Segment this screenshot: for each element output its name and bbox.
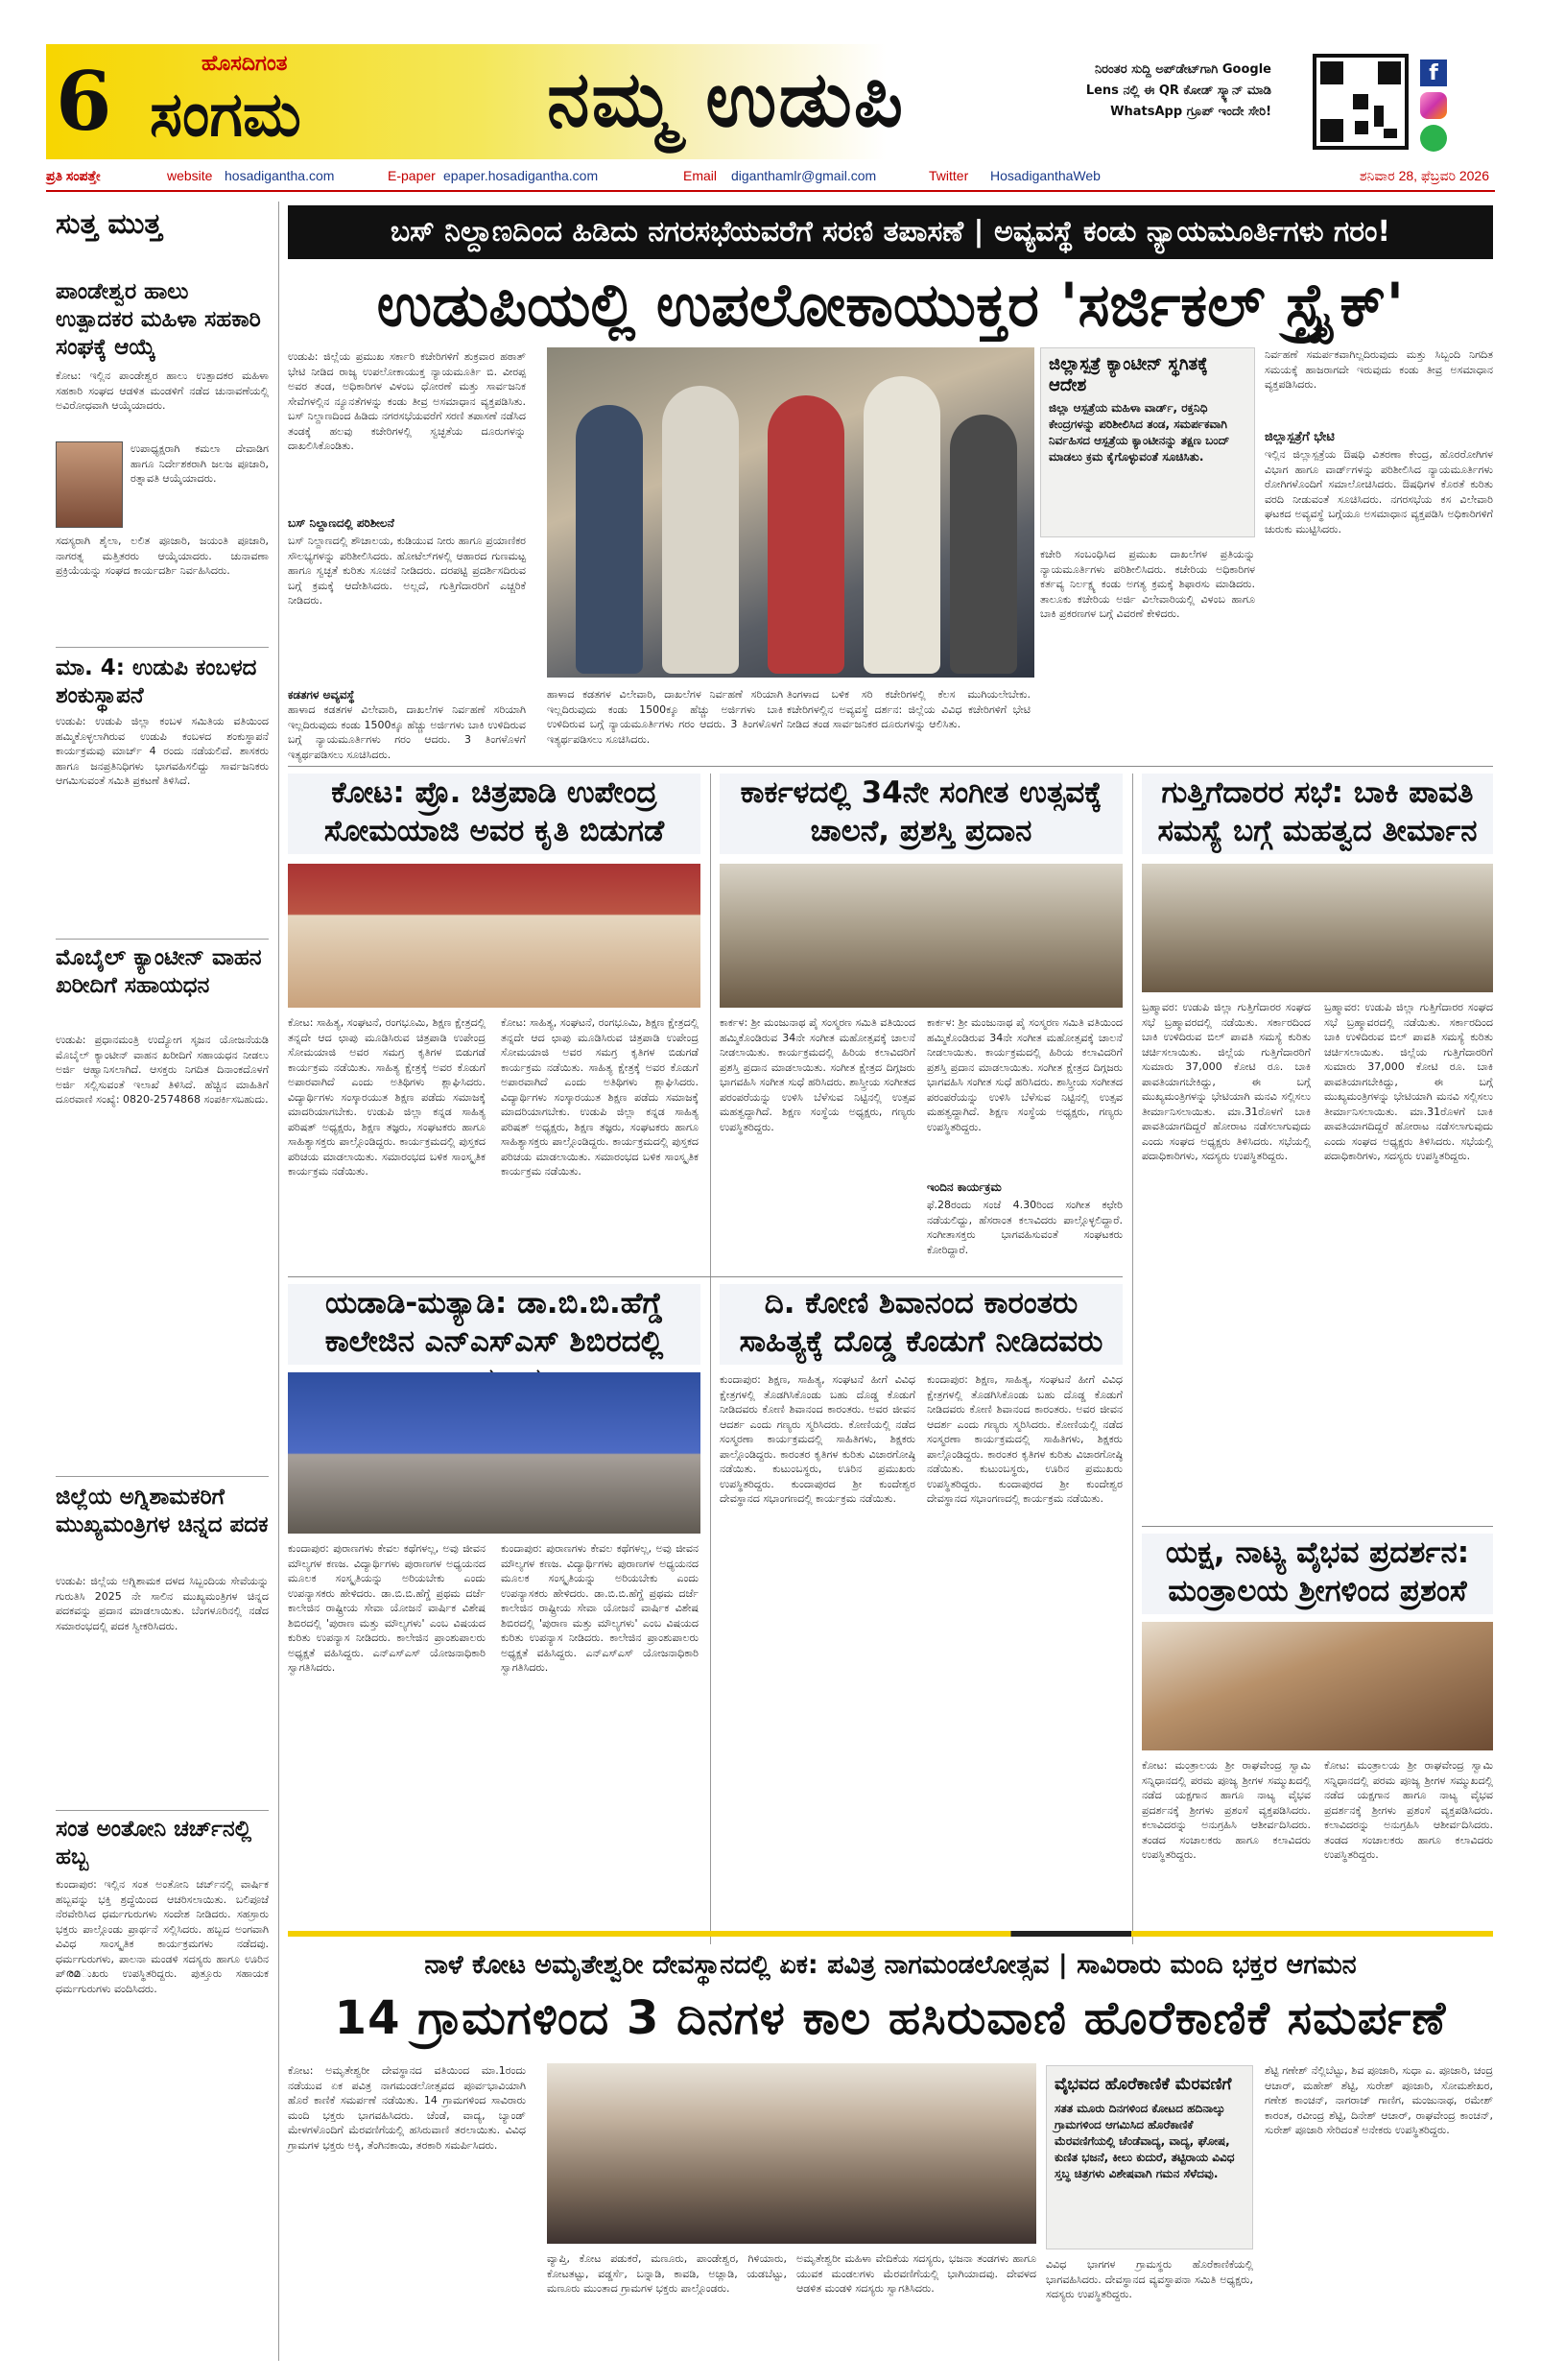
story-body-cont: ಕುಂದಾಪುರ: ಶಿಕ್ಷಣ, ಸಾಹಿತ್ಯ, ಸಂಘಟನೆ ಹೀಗೆ ವಿವಿಧ ಕ್ಷೇತ್ರಗಳಲ್ಲಿ ತೊಡಗಿಸಿಕೊಂಡು ಬಹು ದೊಡ್ಡ ಕೊಡುಗೆ ನೀಡಿದವರು ಕೋಣಿ ಶಿವಾನಂದ ಕಾರಂತರು. ಅವರ ಜೀವನ ಆದರ್ಶ ಎಂದು ಗಣ್ಯರು ಸ್ಮರಿಸಿದರು. ಕೋಣಿಯಲ್ಲಿ ನಡೆದ ಸಂಸ್ಮರಣಾ ಕಾರ್ಯಕ್ರಮದಲ್ಲಿ ಸಾಹಿತಿಗಳು, ಶಿಕ್ಷಕರು ಪಾಲ್ಗೊಂಡಿದ್ದರು. ಕಾರಂತರ ಕೃತಿಗಳ ಕುರಿತು ವಿಚಾರಗೋಷ್ಠಿ ನಡೆಯಿತು. ಕುಟುಂಬಸ್ಥರು, ಊರಿನ ಪ್ರಮುಖರು ಉಪಸ್ಥಿತರಿದ್ದರು. ಕುಂದಾಪುರದ ಶ್ರೀ ಕುಂದೇಶ್ವರ ದೇವಸ್ಥಾನದ ಸಭಾಂಗಣದಲ್ಲಿ ಕಾರ್ಯಕ್ರಮ ನಡೆಯಿತು. — [927, 1373, 1123, 1505]
story-headline[interactable]: ಯಕ್ಷ, ನಾಟ್ಯ ವೈಭವ ಪ್ರದರ್ಶನ: ಮಂತ್ರಾಲಯ ಶ್ರೀಗಳಿಂದ ಪ್ರಶಂಸೆ — [1142, 1534, 1493, 1614]
sidebar-divider — [278, 202, 279, 2361]
story-photo — [1142, 1622, 1493, 1750]
sidebar-story-body: ಕೋಟ: ಇಲ್ಲಿನ ಪಾಂಡೇಶ್ವರ ಹಾಲು ಉತ್ಪಾದಕರ ಮಹಿಳಾ ಸಹಕಾರಿ ಸಂಘದ ಆಡಳಿತ ಮಂಡಳಿಗೆ ನಡೆದ ಚುನಾವಣೆಯಲ್ಲಿ ಅವಿರೋಧವಾಗಿ ಆಯ್ಕೆಯಾದರು. — [56, 369, 269, 412]
sidebar-story-title[interactable]: ಸಂತ ಅಂತೋನಿ ಚರ್ಚ್‌ನಲ್ಲಿ ಹಬ್ಬ — [56, 1817, 252, 1869]
main-story-col1b: ಬಸ್ ನಿಲ್ದಾಣದಲ್ಲಿ ಶೌಚಾಲಯ, ಕುಡಿಯುವ ನೀರು ಹಾಗೂ ಪ್ರಯಾಣಿಕರ ಸೌಲಭ್ಯಗಳನ್ನು ಪರಿಶೀಲಿಸಿದರು. ಹೋಟೆಲ್‌ಗಳಲ್ಲಿ ಆಹಾರದ ಗುಣಮಟ್ಟ ಹಾಗೂ ಸ್ವಚ್ಛತೆ ಕುರಿತು ಸೂಚನೆ ನೀಡಿದರು. ದರಪಟ್ಟಿ ಪ್ರದರ್ಶಿಸದಿರುವ ಬಗ್ಗೆ ಕ್ರಮಕ್ಕೆ ಆದೇಶಿಸಿದರು. ಅಲ್ಲದೆ, ಗುತ್ತಿಗೆದಾರರಿಗೆ ಎಚ್ಚರಿಕೆ ನೀಡಿದರು. — [288, 535, 526, 607]
main-story-col2: ಹಾಳಾದ ಕಡತಗಳ ವಿಲೇವಾರಿ, ದಾಖಲೆಗಳ ನಿರ್ವಹಣೆ ಸರಿಯಾಗಿ ಇಲ್ಲದಿರುವುದು ಕಂಡು 1500ಕ್ಕೂ ಹೆಚ್ಚು ಅರ್ಜಿಗಳು ಬಾಕಿ ಉಳಿದಿರುವ ಬಗ್ಗೆ ನ್ಯಾಯಮೂರ್ತಿಗಳು ಗರಂ ಆದರು. 3 ತಿಂಗಳೊಳಗೆ ಇತ್ಯರ್ಥಪಡಿಸಲು ಸೂಚಿಸಿದರು. — [288, 703, 526, 761]
story-body: ಕುಂದಾಪುರ: ಶಿಕ್ಷಣ, ಸಾಹಿತ್ಯ, ಸಂಘಟನೆ ಹೀಗೆ ವಿವಿಧ ಕ್ಷೇತ್ರಗಳಲ್ಲಿ ತೊಡಗಿಸಿಕೊಂಡು ಬಹು ದೊಡ್ಡ ಕೊಡುಗೆ ನೀಡಿದವರು ಕೋಣಿ ಶಿವಾನಂದ ಕಾರಂತರು. ಅವರ ಜೀವನ ಆದರ್ಶ ಎಂದು ಗಣ್ಯರು ಸ್ಮರಿಸಿದರು. ಕೋಣಿಯಲ್ಲಿ ನಡೆದ ಸಂಸ್ಮರಣಾ ಕಾರ್ಯಕ್ರಮದಲ್ಲಿ ಸಾಹಿತಿಗಳು, ಶಿಕ್ಷಕರು ಪಾಲ್ಗೊಂಡಿದ್ದರು. ಕಾರಂತರ ಕೃತಿಗಳ ಕುರಿತು ವಿಚಾರಗೋಷ್ಠಿ ನಡೆಯಿತು. ಕುಟುಂಬಸ್ಥರು, ಊರಿನ ಪ್ರಮುಖರು ಉಪಸ್ಥಿತರಿದ್ದರು. ಕುಂದಾಪುರದ ಶ್ರೀ ಕುಂದೇಶ್ವರ ದೇವಸ್ಥಾನದ ಸಭಾಂಗಣದಲ್ಲಿ ಕಾರ್ಯಕ್ರಮ ನಡೆಯಿತು. — [720, 1373, 915, 1505]
main-subhead: ಕಡತಗಳ ಅವ್ಯವಸ್ಥೆ — [288, 688, 355, 702]
website-link[interactable]: hosadigantha.com — [225, 168, 335, 183]
twitter-label: Twitter — [929, 168, 969, 183]
paper-name: ಹೊಸದಿಗಂತ — [202, 52, 288, 76]
sidebar-story-body: ಕುಂದಾಪುರ: ಇಲ್ಲಿನ ಸಂತ ಅಂತೋನಿ ಚರ್ಚ್‌ನಲ್ಲಿ ವಾರ್ಷಿಕ ಹಬ್ಬವನ್ನು ಭಕ್ತಿ ಶ್ರದ್ಧೆಯಿಂದ ಆಚರಿಸಲಾಯಿತು. ಬಲಿಪೂಜೆ ನೆರವೇರಿಸಿದ ಧರ್ಮಗುರುಗಳು ಸಂದೇಶ ನೀಡಿದರು. ಸಹಸ್ರಾರು ಭಕ್ತರು ಪಾಲ್ಗೊಂಡು ಪ್ರಾರ್ಥನೆ ಸಲ್ಲಿಸಿದರು. ಹಬ್ಬದ ಅಂಗವಾಗಿ ವಿವಿಧ ಸಾಂಸ್ಕೃತಿಕ ಕಾರ್ಯಕ್ರಮಗಳು ನಡೆದವು. ಧರ್ಮಗುರುಗಳು, ಪಾಲನಾ ಮಂಡಳಿ ಸದಸ್ಯರು ಹಾಗೂ ಊರಿನ ಪ್രമುಖರು ಉಪಸ್ಥಿತರಿದ್ದರು. ಪುತ್ತೂರು ಸಹಾಯಕ ಧರ್ಮಗುರುಗಳು ವಂದಿಸಿದರು. — [56, 1878, 269, 1995]
canteen-info-box — [1040, 347, 1255, 537]
story-body: ಬ್ರಹ್ಮಾವರ: ಉಡುಪಿ ಜಿಲ್ಲಾ ಗುತ್ತಿಗೆದಾರರ ಸಂಘದ ಸಭೆ ಬ್ರಹ್ಮಾವರದಲ್ಲಿ ನಡೆಯಿತು. ಸರ್ಕಾರದಿಂದ ಬಾಕಿ ಉಳಿದಿರುವ ಬಿಲ್ ಪಾವತಿ ಸಮಸ್ಯೆ ಕುರಿತು ಚರ್ಚಿಸಲಾಯಿತು. ಜಿಲ್ಲೆಯ ಗುತ್ತಿಗೆದಾರರಿಗೆ ಸುಮಾರು 37,000 ಕೋಟಿ ರೂ. ಬಾಕಿ ಪಾವತಿಯಾಗಬೇಕಿದ್ದು, ಈ ಬಗ್ಗೆ ಮುಖ್ಯಮಂತ್ರಿಗಳನ್ನು ಭೇಟಿಯಾಗಿ ಮನವಿ ಸಲ್ಲಿಸಲು ತೀರ್ಮಾನಿಸಲಾಯಿತು. ಮಾ.31ರೊಳಗೆ ಬಾಕಿ ಪಾವತಿಯಾಗದಿದ್ದರೆ ಹೋರಾಟ ನಡೆಸಲಾಗುವುದು ಎಂದು ಸಂಘದ ಅಧ್ಯಕ್ಷರು ತಿಳಿಸಿದರು. ಸಭೆಯಲ್ಲಿ ಪದಾಧಿಕಾರಿಗಳು, ಸದಸ್ಯರು ಉಪಸ್ಥಿತರಿದ್ದರು. — [1142, 1001, 1311, 1162]
main-headline[interactable]: ಉಡುಪಿಯಲ್ಲಿ ಉಪಲೋಕಾಯುಕ್ತರ 'ಸರ್ಜಿಕಲ್ ಸ್ಟ್ರೈಕ್' — [376, 270, 1405, 340]
divider — [56, 647, 269, 648]
twitter-link[interactable]: HosadiganthaWeb — [990, 168, 1101, 183]
story-headline[interactable]: ಯಡಾಡಿ-ಮತ್ಯಾಡಿ: ಡಾ.ಬಿ.ಬಿ.ಹೆಗ್ಡೆ ಕಾಲೇಜಿನ ಎನ್ಎಸ್ಎಸ್ ಶಿಬಿರದಲ್ಲಿ — [288, 1284, 700, 1365]
tagline: ಪ್ರತಿ ಸಂಪತ್ತೇ — [46, 168, 101, 183]
divider — [288, 766, 1493, 767]
issue-date: ಶನಿವಾರ 28, ಫೆಬ್ರವರಿ 2026 — [1359, 168, 1489, 183]
story-body: ಕುಂದಾಪುರ: ಪುರಾಣಗಳು ಕೇವಲ ಕಥೆಗಳಲ್ಲ, ಅವು ಜೀವನ ಮೌಲ್ಯಗಳ ಕಣಜ. ವಿದ್ಯಾರ್ಥಿಗಳು ಪುರಾಣಗಳ ಅಧ್ಯಯನದ ಮೂಲಕ ಸಂಸ್ಕೃತಿಯನ್ನು ಅರಿಯಬೇಕು ಎಂದು ಉಪನ್ಯಾಸಕರು ಹೇಳಿದರು. ಡಾ.ಬಿ.ಬಿ.ಹೆಗ್ಡೆ ಪ್ರಥಮ ದರ್ಜೆ ಕಾಲೇಜಿನ ರಾಷ್ಟ್ರೀಯ ಸೇವಾ ಯೋಜನೆ ವಾರ್ಷಿಕ ವಿಶೇಷ ಶಿಬಿರದಲ್ಲಿ 'ಪುರಾಣ ಮತ್ತು ಮೌಲ್ಯಗಳು' ಎಂಬ ವಿಷಯದ ಕುರಿತು ಉಪನ್ಯಾಸ ನೀಡಿದರು. ಕಾಲೇಜಿನ ಪ್ರಾಂಶುಪಾಲರು ಅಧ್ಯಕ್ಷತೆ ವಹಿಸಿದ್ದರು. ಎನ್ಎಸ್ಎಸ್ ಯೋಜನಾಧಿಕಾರಿ ಸ್ವಾಗತಿಸಿದರು. — [288, 1542, 486, 1674]
main-story-col4b: ಇಲ್ಲಿನ ಜಿಲ್ಲಾಸ್ಪತ್ರೆಯ ಔಷಧಿ ವಿತರಣಾ ಕೇಂದ್ರ, ಹೊರರೋಗಿಗಳ ವಿಭಾಗ ಹಾಗೂ ವಾರ್ಡ್‌ಗಳನ್ನು ಪರಿಶೀಲಿಸಿದ ನ್ಯಾಯಮೂರ್ತಿಗಳು ರೋಗಿಗಳೊಂದಿಗೆ ಸಮಾಲೋಚಿಸಿದರು. ಔಷಧಿಗಳ ಕೊರತೆ ಕುರಿತು ವರದಿ ನೀಡುವಂತೆ ಸೂಚಿಸಿದರು. ನಗರಸಭೆಯ ಕಸ ವಿಲೇವಾರಿ ಘಟಕದ ಅವ್ಯವಸ್ಥೆ ಬಗ್ಗೆಯೂ ಅಸಮಾಧಾನ ವ್ಯಕ್ತಪಡಿಸಿ ಅಧಿಕಾರಿಗಳಿಗೆ ಚುರುಕು ಮುಟ್ಟಿಸಿದರು. — [1265, 448, 1493, 536]
story-headline[interactable]: ಕಾರ್ಕಳದಲ್ಲಿ 34ನೇ ಸಂಗೀತ ಉತ್ಸವಕ್ಕೆ ಚಾಲನೆ, ಪ್ರಶಸ್ತಿ ಪ್ರದಾನ — [720, 774, 1123, 854]
section-name: ಸಂಗಮ — [150, 80, 301, 151]
bottom-kicker: ನಾಳೆ ಕೋಟ ಅಮೃತೇಶ್ವರೀ ದೇವಸ್ಥಾನದಲ್ಲಿ ಏಕ: ಪವಿತ್ರ ನಾಗಮಂಡಲೋತ್ಸವ | ಸಾವಿರಾರು ಮಂದಿ ಭಕ್ತರ ಆಗಮನ — [424, 1950, 1357, 1980]
website-label: website — [167, 168, 213, 183]
main-story-col4: ನಿರ್ವಹಣೆ ಸಮರ್ಪಕವಾಗಿಲ್ಲದಿರುವುದು ಮತ್ತು ಸಿಬ್ಬಂದಿ ನಿಗದಿತ ಸಮಯಕ್ಕೆ ಹಾಜರಾಗದೇ ಇರುವುದು ಕಂಡು ತೀವ್ರ ಅಸಮಾಧಾನ ವ್ಯಕ್ತಪಡಿಸಿದರು. — [1265, 348, 1493, 391]
story-headline[interactable]: ದಿ. ಕೋಣಿ ಶಿವಾನಂದ ಕಾರಂತರು ಸಾಹಿತ್ಯಕ್ಕೆ ದೊಡ್ಡ ಕೊಡುಗೆ ನೀಡಿದವರು — [720, 1284, 1123, 1365]
divider — [56, 1476, 269, 1477]
bottom-story-col4: ವಿವಿಧ ಭಾಗಗಳ ಗ್ರಾಮಸ್ಥರು ಹೊರೆಕಾಣಿಕೆಯಲ್ಲಿ ಭಾಗವಹಿಸಿದರು. ದೇವಸ್ಥಾನದ ವ್ಯವಸ್ಥಾಪನಾ ಸಮಿತಿ ಅಧ್ಯಕ್ಷರು, ಸದಸ್ಯರು ಉಪಸ್ಥಿತರಿದ್ದರು. — [1046, 2258, 1253, 2300]
story-headline[interactable]: ಕೋಟ: ಪ್ರೊ. ಚಿತ್ರಪಾಡಿ ಉಪೇಂದ್ರ ಸೋಮಯಾಜಿ ಅವರ ಕೃತಿ ಬಿಡುಗಡೆ — [288, 774, 700, 854]
column-divider — [1132, 774, 1133, 1944]
divider — [56, 939, 269, 940]
contact-bar — [46, 159, 1495, 192]
story-body: ಕೋಟ: ಮಂತ್ರಾಲಯ ಶ್ರೀ ರಾಘವೇಂದ್ರ ಸ್ವಾಮಿ ಸನ್ನಿಧಾನದಲ್ಲಿ ಪರಮ ಪೂಜ್ಯ ಶ್ರೀಗಳ ಸಮ್ಮುಖದಲ್ಲಿ ನಡೆದ ಯಕ್ಷಗಾನ ಹಾಗೂ ನಾಟ್ಯ ವೈಭವ ಪ್ರದರ್ಶನಕ್ಕೆ ಶ್ರೀಗಳು ಪ್ರಶಂಸೆ ವ್ಯಕ್ತಪಡಿಸಿದರು. ಕಲಾವಿದರನ್ನು ಅನುಗ್ರಹಿಸಿ ಆಶೀರ್ವದಿಸಿದರು. ತಂಡದ ಸಂಚಾಲಕರು ಹಾಗೂ ಕಲಾವಿದರು ಉಪಸ್ಥಿತರಿದ್ದರು. — [1142, 1759, 1311, 1861]
page-number: 6 — [56, 54, 112, 149]
story-photo — [720, 864, 1123, 1008]
instagram-icon[interactable] — [1420, 92, 1447, 119]
epaper-link[interactable]: epaper.hosadigantha.com — [443, 168, 599, 183]
story-body: ಕಾರ್ಕಳ: ಶ್ರೀ ಮಂಜುನಾಥ ಪೈ ಸಂಸ್ಮರಣ ಸಮಿತಿ ವತಿಯಿಂದ ಹಮ್ಮಿಕೊಂಡಿರುವ 34ನೇ ಸಂಗೀತ ಮಹೋತ್ಸವಕ್ಕೆ ಚಾಲನೆ ನೀಡಲಾಯಿತು. ಕಾರ್ಯಕ್ರಮದಲ್ಲಿ ಹಿರಿಯ ಕಲಾವಿದರಿಗೆ ಪ್ರಶಸ್ತಿ ಪ್ರದಾನ ಮಾಡಲಾಯಿತು. ಸಂಗೀತ ಕ್ಷೇತ್ರದ ದಿಗ್ಗಜರು ಭಾಗವಹಿಸಿ ಸಂಗೀತ ಸುಧೆ ಹರಿಸಿದರು. ಶಾಸ್ತ್ರೀಯ ಸಂಗೀತದ ಪರಂಪರೆಯನ್ನು ಉಳಿಸಿ ಬೆಳೆಸುವ ನಿಟ್ಟಿನಲ್ಲಿ ಉತ್ಸವ ಮಹತ್ವದ್ದಾಗಿದೆ. ಶಿಕ್ಷಣ ಸಂಸ್ಥೆಯ ಅಧ್ಯಕ್ಷರು, ಗಣ್ಯರು ಉಪಸ್ಥಿತರಿದ್ದರು. — [720, 1016, 915, 1133]
divider — [56, 1810, 269, 1811]
procession-info-box — [1046, 2065, 1253, 2249]
story-body-cont: ಕುಂದಾಪುರ: ಪುರಾಣಗಳು ಕೇವಲ ಕಥೆಗಳಲ್ಲ, ಅವು ಜೀವನ ಮೌಲ್ಯಗಳ ಕಣಜ. ವಿದ್ಯಾರ್ಥಿಗಳು ಪುರಾಣಗಳ ಅಧ್ಯಯನದ ಮೂಲಕ ಸಂಸ್ಕೃತಿಯನ್ನು ಅರಿಯಬೇಕು ಎಂದು ಉಪನ್ಯಾಸಕರು ಹೇಳಿದರು. ಡಾ.ಬಿ.ಬಿ.ಹೆಗ್ಡೆ ಪ್ರಥಮ ದರ್ಜೆ ಕಾಲೇಜಿನ ರಾಷ್ಟ್ರೀಯ ಸೇವಾ ಯೋಜನೆ ವಾರ್ಷಿಕ ವಿಶೇಷ ಶಿಬಿರದಲ್ಲಿ 'ಪುರಾಣ ಮತ್ತು ಮೌಲ್ಯಗಳು' ಎಂಬ ವಿಷಯದ ಕುರಿತು ಉಪನ್ಯಾಸ ನೀಡಿದರು. ಕಾಲೇಜಿನ ಪ್ರಾಂಶುಪಾಲರು ಅಧ್ಯಕ್ಷತೆ ವಹಿಸಿದ್ದರು. ಎನ್ಎಸ್ಎಸ್ ಯೋಜನಾಧಿಕಾರಿ ಸ್ವಾಗತಿಸಿದರು. — [501, 1542, 699, 1674]
story-subhead: ಇಂದಿನ ಕಾರ್ಯಕ್ರಮ — [927, 1180, 1002, 1194]
bottom-story-photo — [547, 2063, 1036, 2244]
sidebar-header: ಸುತ್ತ ಮುತ್ತ — [56, 207, 162, 241]
story-body: ಕೋಟ: ಸಾಹಿತ್ಯ, ಸಂಘಟನೆ, ರಂಗಭೂಮಿ, ಶಿಕ್ಷಣ ಕ್ಷೇತ್ರದಲ್ಲಿ ತನ್ನದೇ ಆದ ಛಾಪು ಮೂಡಿಸಿರುವ ಚಿತ್ರಪಾಡಿ ಉಪೇಂದ್ರ ಸೋಮಯಾಜಿ ಅವರ ಸಮಗ್ರ ಕೃತಿಗಳ ಬಿಡುಗಡೆ ಕಾರ್ಯಕ್ರಮ ನಡೆಯಿತು. ಸಾಹಿತ್ಯ ಕ್ಷೇತ್ರಕ್ಕೆ ಅವರ ಕೊಡುಗೆ ಅಪಾರವಾಗಿದೆ ಎಂದು ಅತಿಥಿಗಳು ಶ್ಲಾಘಿಸಿದರು. ವಿದ್ಯಾರ್ಥಿಗಳು ಸಂಸ್ಕಾರಯುತ ಶಿಕ್ಷಣ ಪಡೆದು ಸಮಾಜಕ್ಕೆ ಮಾದರಿಯಾಗಬೇಕು. ಉಡುಪಿ ಜಿಲ್ಲಾ ಕನ್ನಡ ಸಾಹಿತ್ಯ ಪರಿಷತ್ ಅಧ್ಯಕ್ಷರು, ಶಿಕ್ಷಣ ತಜ್ಞರು, ಸಂಘಟಕರು ಹಾಗೂ ಸಾಹಿತ್ಯಾಸಕ್ತರು ಪಾಲ್ಗೊಂಡಿದ್ದರು. ಕಾರ್ಯಕ್ರಮದಲ್ಲಿ ಪುಸ್ತಕದ ಪರಿಚಯ ಮಾಡಲಾಯಿತು. ಸಮಾರಂಭದ ಬಳಿಕ ಸಾಂಸ್ಕೃತಿಕ ಕಾರ್ಯಕ್ರಮ ನಡೆಯಿತು. — [288, 1016, 486, 1178]
bottom-story-col5: ಶೆಟ್ಟಿ ಗಣೇಶ್ ನೆಲ್ಲಿಬೆಟ್ಟು, ಶಿವ ಪೂಜಾರಿ, ಸುಧಾ ಎ. ಪೂಜಾರಿ, ಚಂದ್ರ ಆಚಾರ್, ಮಹೇಶ್ ಶೆಟ್ಟಿ, ಸುರೇಶ್ ಪೂಜಾರಿ, ಸೋಮಶೇಖರ, ಗಣೇಶ ಕಾಂಚನ್, ನಾಗರಾಜ್ ಗಾಣಿಗ, ಮಂಜುನಾಥ, ರಮೇಶ್ ಕಾರಂತ, ರವೀಂದ್ರ ಶೆಟ್ಟಿ, ದಿನೇಶ್ ಆಚಾರ್, ರಾಘವೇಂದ್ರ ಕಾಂಚನ್, ಸುರೇಶ್ ಪೂಜಾರಿ ಸೇರಿದಂತೆ ಅನೇಕರು ಉಪಸ್ಥಿತರಿದ್ದರು. — [1265, 2064, 1493, 2136]
sidebar-story-body: ಉಡುಪಿ: ಉಡುಪಿ ಜಿಲ್ಲಾ ಕಂಬಳ ಸಮಿತಿಯ ವತಿಯಿಂದ ಹಮ್ಮಿಕೊಳ್ಳಲಾಗಿರುವ ಉಡುಪಿ ಕಂಬಳದ ಶಂಕುಸ್ಥಾಪನೆ ಕಾರ್ಯಕ್ರಮವು ಮಾರ್ಚ್ 4 ರಂದು ನಡೆಯಲಿದೆ. ಶಾಸಕರು ಹಾಗೂ ಜನಪ್ರತಿನಿಧಿಗಳು ಭಾಗವಹಿಸಲಿದ್ದು ಸಾರ್ವಜನಿಕರು ಆಗಮಿಸುವಂತೆ ಸಮಿತಿ ಪ್ರಕಟಣೆ ತಿಳಿಸಿದೆ. — [56, 715, 269, 787]
story-photo — [1142, 864, 1493, 992]
main-story-col1: ಉಡುಪಿ: ಜಿಲ್ಲೆಯ ಪ್ರಮುಖ ಸರ್ಕಾರಿ ಕಚೇರಿಗಳಿಗೆ ಶುಕ್ರವಾರ ಹಠಾತ್ ಭೇಟಿ ನೀಡಿದ ರಾಜ್ಯ ಉಪಲೋಕಾಯುಕ್ತ ನ್ಯಾಯಮೂರ್ತಿ ಬಿ. ವೀರಪ್ಪ ಅವರ ತಂಡ, ಅಧಿಕಾರಿಗಳ ವಿಳಂಬ ಧೋರಣೆ ಮತ್ತು ಸಾರ್ವಜನಿಕ ಸೇವೆಗಳಲ್ಲಿನ ನ್ಯೂನತೆಗಳನ್ನು ಕಂಡು ತೀವ್ರ ಅಸಮಾಧಾನ ವ್ಯಕ್ತಪಡಿಸಿತು. ಬಸ್ ನಿಲ್ದಾಣದಿಂದ ಹಿಡಿದು ನಗರಸಭೆಯವರೆಗೆ ಸರಣಿ ತಪಾಸಣೆ ನಡೆಸಿದ ತಂಡಕ್ಕೆ ಹಲವು ಕಚೇರಿಗಳಲ್ಲಿ ಸ್ವಚ್ಛತೆಯ ದೂರುಗಳನ್ನು ದಾಖಲಿಸಿಕೊಂಡಿತು. — [288, 350, 526, 452]
divider — [1142, 1526, 1493, 1527]
story-photo — [288, 864, 700, 1008]
sidebar-story-body: ಸದಸ್ಯರಾಗಿ ಶೈಲಾ, ಲಲಿತ ಪೂಜಾರಿ, ಜಯಂತಿ ಪೂಜಾರಿ, ನಾಗರತ್ನ ಮತ್ತಿತರರು ಆಯ್ಕೆಯಾದರು. ಚುನಾವಣಾ ಪ್ರಕ್ರಿಯೆಯನ್ನು ಸಂಘದ ಕಾರ್ಯದರ್ಶಿ ನಿರ್ವಹಿಸಿದರು. — [56, 535, 269, 577]
main-subhead: ಜಿಲ್ಲಾಸ್ಪತ್ರೆಗೆ ಭೇಟಿ — [1265, 430, 1335, 444]
story-body-cont: ಕೋಟ: ಸಾಹಿತ್ಯ, ಸಂಘಟನೆ, ರಂಗಭೂಮಿ, ಶಿಕ್ಷಣ ಕ್ಷೇತ್ರದಲ್ಲಿ ತನ್ನದೇ ಆದ ಛಾಪು ಮೂಡಿಸಿರುವ ಚಿತ್ರಪಾಡಿ ಉಪೇಂದ್ರ ಸೋಮಯಾಜಿ ಅವರ ಸಮಗ್ರ ಕೃತಿಗಳ ಬಿಡುಗಡೆ ಕಾರ್ಯಕ್ರಮ ನಡೆಯಿತು. ಸಾಹಿತ್ಯ ಕ್ಷೇತ್ರಕ್ಕೆ ಅವರ ಕೊಡುಗೆ ಅಪಾರವಾಗಿದೆ ಎಂದು ಅತಿಥಿಗಳು ಶ್ಲಾಘಿಸಿದರು. ವಿದ್ಯಾರ್ಥಿಗಳು ಸಂಸ್ಕಾರಯುತ ಶಿಕ್ಷಣ ಪಡೆದು ಸಮಾಜಕ್ಕೆ ಮಾದರಿಯಾಗಬೇಕು. ಉಡುಪಿ ಜಿಲ್ಲಾ ಕನ್ನಡ ಸಾಹಿತ್ಯ ಪರಿಷತ್ ಅಧ್ಯಕ್ಷರು, ಶಿಕ್ಷಣ ತಜ್ಞರು, ಸಂಘಟಕರು ಹಾಗೂ ಸಾಹಿತ್ಯಾಸಕ್ತರು ಪಾಲ್ಗೊಂಡಿದ್ದರು. ಕಾರ್ಯಕ್ರಮದಲ್ಲಿ ಪುಸ್ತಕದ ಪರಿಚಯ ಮಾಡಲಾಯಿತು. ಸಮಾರಂಭದ ಬಳಿಕ ಸಾಂಸ್ಕೃತಿಕ ಕಾರ್ಯಕ್ರಮ ನಡೆಯಿತು. — [501, 1016, 699, 1178]
column-divider — [710, 774, 711, 1944]
sidebar-story-title[interactable]: ಜಿಲ್ಲೆಯ ಅಗ್ನಿಶಾಮಕರಿಗೆ ಮುಖ್ಯಮಂತ್ರಿಗಳ ಚಿನ್ನದ ಪದಕ — [56, 1485, 269, 1537]
story-body2: ಫೆ.28ರಂದು ಸಂಜೆ 4.30ರಿಂದ ಸಂಗೀತ ಕಛೇರಿ ನಡೆಯಲಿದ್ದು, ಹೆಸರಾಂತ ಕಲಾವಿದರು ಪಾಲ್ಗೊಳ್ಳಲಿದ್ದಾರೆ. ಸಂಗೀತಾಸಕ್ತರು ಭಾಗವಹಿಸುವಂತೆ ಸಂಘಟಕರು ಕೋರಿದ್ದಾರೆ. — [927, 1199, 1123, 1256]
main-story-col3: ಕಚೇರಿ ಸಂಬಂಧಿಸಿದ ಪ್ರಮುಖ ದಾಖಲೆಗಳ ಪ್ರತಿಯನ್ನು ನ್ಯಾಯಮೂರ್ತಿಗಳು ಪರಿಶೀಲಿಸಿದರು. ಕಚೇರಿಯ ಅಧಿಕಾರಿಗಳ ಕರ್ತವ್ಯ ನಿರ್ಲಕ್ಷ್ಯ ಕಂಡು ಅಗತ್ಯ ಕ್ರಮಕ್ಕೆ ಶಿಫಾರಸು ಮಾಡಿದರು. ತಾಲೂಕು ಕಚೇರಿಯ ಅರ್ಜಿ ವಿಲೇವಾರಿಯಲ್ಲಿ ವಿಳಂಬ ಹಾಗೂ ಬಾಕಿ ಪ್ರಕರಣಗಳ ಬಗ್ಗೆ ವಿವರಣೆ ಕೇಳಿದರು. — [1040, 548, 1255, 620]
portrait-caption: ಉಪಾಧ್ಯಕ್ಷರಾಗಿ ಕಮಲಾ ದೇವಾಡಿಗ ಹಾಗೂ ನಿರ್ದೇಶಕರಾಗಿ ಜಲಜ ಪೂಜಾರಿ, ರತ್ನಾವತಿ ಆಯ್ಕೆಯಾದರು. — [130, 442, 269, 485]
sidebar-story-body: ಉಡುಪಿ: ಜಿಲ್ಲೆಯ ಅಗ್ನಿಶಾಮಕ ದಳದ ಸಿಬ್ಬಂದಿಯ ಸೇವೆಯನ್ನು ಗುರುತಿಸಿ 2025 ನೇ ಸಾಲಿನ ಮುಖ್ಯಮಂತ್ರಿಗಳ ಚಿನ್ನದ ಪದಕವನ್ನು ಪ್ರದಾನ ಮಾಡಲಾಯಿತು. ಬೆಂಗಳೂರಿನಲ್ಲಿ ನಡೆದ ಸಮಾರಂಭದಲ್ಲಿ ಪದಕ ಸ್ವೀಕರಿಸಿದರು. — [56, 1575, 269, 1632]
story-body-cont: ಕಾರ್ಕಳ: ಶ್ರೀ ಮಂಜುನಾಥ ಪೈ ಸಂಸ್ಮರಣ ಸಮಿತಿ ವತಿಯಿಂದ ಹಮ್ಮಿಕೊಂಡಿರುವ 34ನೇ ಸಂಗೀತ ಮಹೋತ್ಸವಕ್ಕೆ ಚಾಲನೆ ನೀಡಲಾಯಿತು. ಕಾರ್ಯಕ್ರಮದಲ್ಲಿ ಹಿರಿಯ ಕಲಾವಿದರಿಗೆ ಪ್ರಶಸ್ತಿ ಪ್ರದಾನ ಮಾಡಲಾಯಿತು. ಸಂಗೀತ ಕ್ಷೇತ್ರದ ದಿಗ್ಗಜರು ಭಾಗವಹಿಸಿ ಸಂಗೀತ ಸುಧೆ ಹರಿಸಿದರು. ಶಾಸ್ತ್ರೀಯ ಸಂಗೀತದ ಪರಂಪರೆಯನ್ನು ಉಳಿಸಿ ಬೆಳೆಸುವ ನಿಟ್ಟಿನಲ್ಲಿ ಉತ್ಸವ ಮಹತ್ವದ್ದಾಗಿದೆ. ಶಿಕ್ಷಣ ಸಂಸ್ಥೆಯ ಅಧ್ಯಕ್ಷರು, ಗಣ್ಯರು ಉಪಸ್ಥಿತರಿದ್ದರು. — [927, 1016, 1123, 1133]
qr-note: ನಿರಂತರ ಸುದ್ದಿ ಅಪ್‌ಡೇಟ್‌ಗಾಗಿ Google Lens ನಲ್ಲಿ ಈ QR ಕೋಡ್ ಸ್ಕ್ಯಾನ್ ಮಾಡಿ WhatsApp ಗ್ರೂಪ್ ಇಂದೇ ಸೇರಿ! — [1085, 62, 1271, 119]
portrait-photo — [56, 441, 123, 528]
sidebar-story-title[interactable]: ಪಾಂಡೇಶ್ವರ ಹಾಲು ಉತ್ಪಾದಕರ ಮಹಿಳಾ ಸಹಕಾರಿ ಸಂಘಕ್ಕೆ ಆಯ್ಕೆ — [56, 279, 261, 360]
email-link[interactable]: diganthamlr@gmail.com — [731, 168, 877, 183]
box-text: ಸತತ ಮೂರು ದಿನಗಳಿಂದ ಕೋಟದ ಹದಿನಾಲ್ಕು ಗ್ರಾಮಗಳಿಂದ ಆಗಮಿಸಿದ ಹೊರೆಕಾಣಿಕೆ ಮೆರವಣಿಗೆಯಲ್ಲಿ ಚೆಂಡೆವಾದ್ಯ, ವಾದ್ಯ, ಘೋಷ, ಕುಣಿತ ಭಜನೆ, ಕೀಲು ಕುದುರೆ, ತಟ್ಟಿರಾಯ ವಿವಿಧ ಸ್ತಬ್ಧ ಚಿತ್ರಗಳು ವಿಶೇಷವಾಗಿ ಗಮನ ಸೆಳೆದವು. — [1055, 2102, 1235, 2180]
sidebar-story-title[interactable]: ಮಾ. 4: ಉಡುಪಿ ಕಂಬಳದ ಶಂಕುಸ್ಥಾಪನೆ — [56, 655, 257, 708]
main-story-col2d: ತಿಂಗಳಾದ ಬಳಿಕ ಸರಿ ಕಚೇರಿಗಳಲ್ಲಿ ಕೆಲಸ ಮುಗಿಯಲೇಬೇಕು. ಕಚೇರಿಗಳಲ್ಲಿನ ಅವ್ಯವಸ್ಥೆ ದರ್ಶನ: ಜಿಲ್ಲೆಯ ವಿವಿಧ ಕಚೇರಿಗಳಿಗೆ ಭೇಟಿ ನೀಡಿದ ತಂಡ ಸಾರ್ವಜನಿಕರ ದೂರುಗಳನ್ನು ಆಲಿಸಿತು. — [787, 688, 1031, 730]
story-photo — [288, 1372, 700, 1534]
box-text: ಜಿಲ್ಲಾ ಆಸ್ಪತ್ರೆಯ ಮಹಿಳಾ ವಾರ್ಡ್, ರಕ್ತನಿಧಿ ಕೇಂದ್ರಗಳನ್ನು ಪರಿಶೀಲಿಸಿದ ತಂಡ, ಸಮರ್ಪಕವಾಗಿ ನಿರ್ವಹಿಸದ ಆಸ್ಪತ್ರೆಯ ಕ್ಯಾಂಟೀನನ್ನು ತಕ್ಷಣ ಬಂದ್ ಮಾಡಲು ಕ್ರಮ ಕೈಗೊಳ್ಳುವಂತೆ ಸೂಚಿಸಿತು. — [1049, 401, 1230, 464]
box-title: ಜಿಲ್ಲಾಸ್ಪತ್ರೆ ಕ್ಯಾಂಟೀನ್ ಸ್ಥಗಿತಕ್ಕೆ ಆದೇಶ — [1049, 354, 1208, 395]
bottom-headline[interactable]: 14 ಗ್ರಾಮಗಳಿಂದ 3 ದಿನಗಳ ಕಾಲ ಹಸಿರುವಾಣಿ ಹೊರೆಕಾಣಿಕೆ ಸಮರ್ಪಣೆ — [334, 1991, 1447, 2045]
story-body-cont: ಬ್ರಹ್ಮಾವರ: ಉಡುಪಿ ಜಿಲ್ಲಾ ಗುತ್ತಿಗೆದಾರರ ಸಂಘದ ಸಭೆ ಬ್ರಹ್ಮಾವರದಲ್ಲಿ ನಡೆಯಿತು. ಸರ್ಕಾರದಿಂದ ಬಾಕಿ ಉಳಿದಿರುವ ಬಿಲ್ ಪಾವತಿ ಸಮಸ್ಯೆ ಕುರಿತು ಚರ್ಚಿಸಲಾಯಿತು. ಜಿಲ್ಲೆಯ ಗುತ್ತಿಗೆದಾರರಿಗೆ ಸುಮಾರು 37,000 ಕೋಟಿ ರೂ. ಬಾಕಿ ಪಾವತಿಯಾಗಬೇಕಿದ್ದು, ಈ ಬಗ್ಗೆ ಮುಖ್ಯಮಂತ್ರಿಗಳನ್ನು ಭೇಟಿಯಾಗಿ ಮನವಿ ಸಲ್ಲಿಸಲು ತೀರ್ಮಾನಿಸಲಾಯಿತು. ಮಾ.31ರೊಳಗೆ ಬಾಕಿ ಪಾವತಿಯಾಗದಿದ್ದರೆ ಹೋರಾಟ ನಡೆಸಲಾಗುವುದು ಎಂದು ಸಂಘದ ಅಧ್ಯಕ್ಷರು ತಿಳಿಸಿದರು. ಸಭೆಯಲ್ಲಿ ಪದಾಧಿಕಾರಿಗಳು, ಸದಸ್ಯರು ಉಪಸ್ಥಿತರಿದ್ದರು. — [1324, 1001, 1493, 1162]
qr-code-icon[interactable] — [1313, 54, 1409, 150]
main-story-col2c: ಹಾಳಾದ ಕಡತಗಳ ವಿಲೇವಾರಿ, ದಾಖಲೆಗಳ ನಿರ್ವಹಣೆ ಸರಿಯಾಗಿ ಇಲ್ಲದಿರುವುದು ಕಂಡು 1500ಕ್ಕೂ ಹೆಚ್ಚು ಅರ್ಜಿಗಳು ಬಾಕಿ ಉಳಿದಿರುವ ಬಗ್ಗೆ ನ್ಯಾಯಮೂರ್ತಿಗಳು ಗರಂ ಆದರು. 3 ತಿಂಗಳೊಳಗೆ ಇತ್ಯರ್ಥಪಡಿಸಲು ಸೂಚಿಸಿದರು. — [547, 688, 783, 746]
divider — [288, 1276, 1123, 1277]
section-divider — [288, 1931, 1493, 1937]
sidebar-story-body: ಉಡುಪಿ: ಪ್ರಧಾನಮಂತ್ರಿ ಉದ್ಯೋಗ ಸೃಜನ ಯೋಜನೆಯಡಿ ಮೊಬೈಲ್ ಕ್ಯಾಂಟೀನ್ ವಾಹನ ಖರೀದಿಗೆ ಸಹಾಯಧನ ನೀಡಲು ಅರ್ಜಿ ಆಹ್ವಾನಿಸಲಾಗಿದೆ. ಆಸಕ್ತರು ನಿಗದಿತ ದಿನಾಂಕದೊಳಗೆ ಅರ್ಜಿ ಸಲ್ಲಿಸುವಂತೆ ಇಲಾಖೆ ತಿಳಿಸಿದೆ. ಹೆಚ್ಚಿನ ಮಾಹಿತಿಗೆ ದೂರವಾಣಿ ಸಂಖ್ಯೆ: 0820-2574868 ಸಂಪರ್ಕಿಸಬಹುದು. — [56, 1034, 269, 1106]
bottom-story-col2: ವ್ಯಾಪ್ತಿ, ಕೋಟ ಪಡುಕರೆ, ಮಣೂರು, ಪಾಂಡೇಶ್ವರ, ಗಿಳಿಯಾರು, ಕೋಟತಟ್ಟು, ವಡ್ಡರ್ಸೆ, ಬನ್ನಾಡಿ, ಕಾವಡಿ, ಅಚ್ಲಾಡಿ, ಯಡಬೆಟ್ಟು, ಮಣೂರು ಮುಂತಾದ ಗ್ರಾಮಗಳ ಭಕ್ತರು ಪಾಲ್ಗೊಂಡರು. — [547, 2252, 787, 2295]
sidebar-story-title[interactable]: ಮೊಬೈಲ್ ಕ್ಯಾಂಟೀನ್ ವಾಹನ ಖರೀದಿಗೆ ಸಹಾಯಧನ — [56, 945, 262, 998]
main-kicker: ಬಸ್ ನಿಲ್ದಾಣದಿಂದ ಹಿಡಿದು ನಗರಸಭೆಯವರೆಗೆ ಸರಣಿ ತಪಾಸಣೆ | ಅವ್ಯವಸ್ಥೆ ಕಂಡು ನ್ಯಾಯಮೂರ್ತಿಗಳು ಗರಂ! — [288, 205, 1493, 259]
box-title: ವೈಭವದ ಹೊರೆಕಾಣಿಕೆ ಮೆರವಣಿಗೆ — [1055, 2075, 1232, 2094]
epaper-label: E-paper — [388, 168, 436, 183]
bottom-story-col1: ಕೋಟ: ಅಮೃತೇಶ್ವರೀ ದೇವಸ್ಥಾನದ ವತಿಯಿಂದ ಮಾ.1ರಂದು ನಡೆಯುವ ಏಕ ಪವಿತ್ರ ನಾಗಮಂಡಲೋತ್ಸವದ ಪೂರ್ವಭಾವಿಯಾಗಿ ಹೊರೆ ಕಾಣಿಕೆ ಸಮರ್ಪಣೆ ನಡೆಯಿತು. 14 ಗ್ರಾಮಗಳಿಂದ ಸಾವಿರಾರು ಮಂದಿ ಭಕ್ತರು ಭಾಗವಹಿಸಿದರು. ಚೆಂಡೆ, ವಾದ್ಯ, ಬ್ಯಾಂಡ್ ಮೇಳಗಳೊಂದಿಗೆ ಮೆರವಣಿಗೆಯಲ್ಲಿ ಹಸಿರುವಾಣಿ ತರಲಾಯಿತು. ವಿವಿಧ ಗ್ರಾಮಗಳ ಭಕ್ತರು ಅಕ್ಕಿ, ತೆಂಗಿನಕಾಯಿ, ತರಕಾರಿ ಸಮರ್ಪಿಸಿದರು. — [288, 2064, 526, 2152]
main-story-photo — [547, 347, 1034, 678]
story-headline[interactable]: ಗುತ್ತಿಗೆದಾರರ ಸಭೆ: ಬಾಕಿ ಪಾವತಿ ಸಮಸ್ಯೆ ಬಗ್ಗೆ ಮಹತ್ವದ ತೀರ್ಮಾನ — [1142, 774, 1493, 854]
whatsapp-icon[interactable] — [1420, 125, 1447, 152]
main-subhead: ಬಸ್ ನಿಲ್ದಾಣದಲ್ಲಿ ಪರಿಶೀಲನೆ — [288, 516, 394, 530]
bottom-story-col3: ಅಮೃತೇಶ್ವರೀ ಮಹಿಳಾ ವೇದಿಕೆಯ ಸದಸ್ಯರು, ಭಜನಾ ತಂಡಗಳು ಹಾಗೂ ಯುವಕ ಮಂಡಲಗಳು ಮೆರವಣಿಗೆಯಲ್ಲಿ ಭಾಗಿಯಾದವು. ದೇವಳದ ಆಡಳಿತ ಮಂಡಳಿ ಸದಸ್ಯರು ಸ್ವಾಗತಿಸಿದರು. — [796, 2252, 1036, 2295]
story-body-cont: ಕೋಟ: ಮಂತ್ರಾಲಯ ಶ್ರೀ ರಾಘವೇಂದ್ರ ಸ್ವಾಮಿ ಸನ್ನಿಧಾನದಲ್ಲಿ ಪರಮ ಪೂಜ್ಯ ಶ್ರೀಗಳ ಸಮ್ಮುಖದಲ್ಲಿ ನಡೆದ ಯಕ್ಷಗಾನ ಹಾಗೂ ನಾಟ್ಯ ವೈಭವ ಪ್ರದರ್ಶನಕ್ಕೆ ಶ್ರೀಗಳು ಪ್ರಶಂಸೆ ವ್ಯಕ್ತಪಡಿಸಿದರು. ಕಲಾವಿದರನ್ನು ಅನುಗ್ರಹಿಸಿ ಆಶೀರ್ವದಿಸಿದರು. ತಂಡದ ಸಂಚಾಲಕರು ಹಾಗೂ ಕಲಾವಿದರು ಉಪಸ್ಥಿತರಿದ್ದರು. — [1324, 1759, 1493, 1861]
facebook-icon[interactable]: f — [1420, 60, 1447, 86]
email-label: Email — [683, 168, 718, 183]
edition-title: ನಮ್ಮ ಉಡುಪಿ — [547, 55, 906, 144]
